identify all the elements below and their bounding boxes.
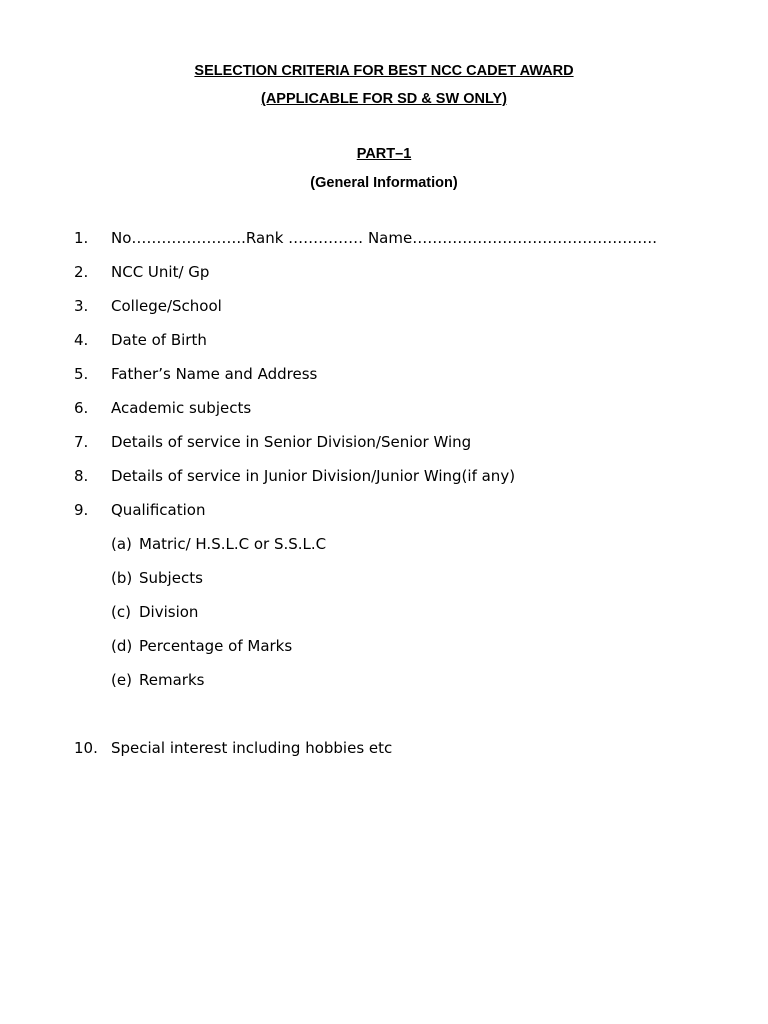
item-text: Father’s Name and Address xyxy=(111,365,318,383)
item-number: 5. xyxy=(74,365,89,383)
sub-item-text: Subjects xyxy=(139,569,203,587)
item-text: Qualification xyxy=(111,501,206,519)
sub-item-text: Remarks xyxy=(139,671,205,689)
item-text: No…………………..Rank …………… Name…………………………………………. xyxy=(111,229,657,247)
item-number: 6. xyxy=(74,399,89,417)
sub-item-letter: (d) xyxy=(111,637,133,655)
item-text: NCC Unit/ Gp xyxy=(111,263,210,281)
item-text: College/School xyxy=(111,297,222,315)
item-number: 9. xyxy=(74,501,89,519)
section-heading: (General Information) xyxy=(310,175,458,191)
sub-item-text: Percentage of Marks xyxy=(139,637,293,655)
document-subtitle: (APPLICABLE FOR SD & SW ONLY) xyxy=(261,91,507,107)
item-text: Details of service in Junior Division/Junior Wing(if any) xyxy=(111,467,516,485)
item-number: 7. xyxy=(74,433,89,451)
item-number: 4. xyxy=(74,331,89,349)
sub-item-text: Division xyxy=(139,603,199,621)
item-number: 2. xyxy=(74,263,89,281)
sub-item-letter: (e) xyxy=(111,671,132,689)
sub-item-letter: (c) xyxy=(111,603,131,621)
part-heading: PART–1 xyxy=(356,146,412,162)
item-text: Date of Birth xyxy=(111,331,207,349)
sub-item-letter: (a) xyxy=(111,535,132,553)
item-text: Details of service in Senior Division/Senior Wing xyxy=(111,433,472,451)
item-number: 10. xyxy=(74,739,98,757)
item-number: 8. xyxy=(74,467,89,485)
item-text: Special interest including hobbies etc xyxy=(111,739,393,757)
sub-item-letter: (b) xyxy=(111,569,133,587)
document-title: SELECTION CRITERIA FOR BEST NCC CADET AWARD xyxy=(194,63,574,79)
item-number: 3. xyxy=(74,297,89,315)
sub-item-text: Matric/ H.S.L.C or S.S.L.C xyxy=(139,535,327,553)
item-number: 1. xyxy=(74,229,89,247)
item-text: Academic subjects xyxy=(111,399,252,417)
